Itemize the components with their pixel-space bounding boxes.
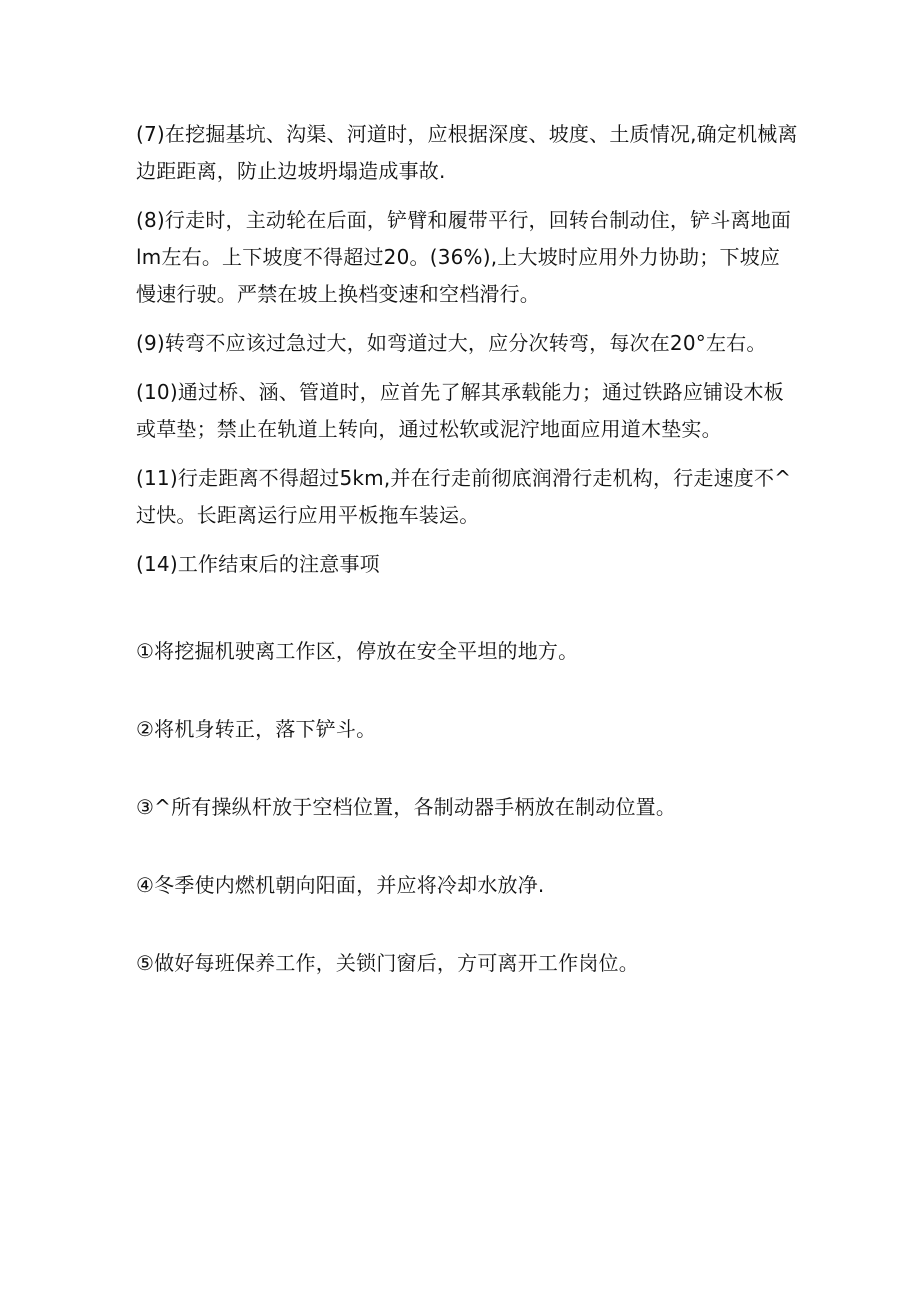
paragraph-11: [136, 460, 796, 534]
text-line: 慢速行驶。严禁在坡上换档变速和空档滑行。: [136, 282, 540, 306]
text-line: (10)通过桥、涵、管道时，应首先了解其承载能力；通过铁路应铺设木板: [136, 380, 784, 404]
text-line: 或草垫；禁止在轨道上转向，通过松软或泥泞地面应用道木垫实。: [136, 417, 722, 441]
text-line: (8)行走时，主动轮在后面，铲臂和履带平行，回转台制动住，铲斗离地面: [136, 208, 792, 232]
paragraph-7: [136, 116, 796, 190]
step-item-3: ③^所有操纵杆放于空档位置，各制动器手柄放在制动位置。: [136, 795, 677, 819]
step-item-2: ②将机身转正，落下铲斗。: [136, 717, 377, 741]
text-line: (9)转弯不应该过急过大，如弯道过大，应分次转弯，每次在20°左右。: [136, 331, 767, 355]
text-line: (11)行走距离不得超过5km,并在行走前彻底润滑行走机构，行走速度不^: [136, 466, 792, 490]
step-item-4: ④冬季使内燃机朝向阳面，并应将冷却水放净.: [136, 873, 545, 897]
paragraph-9: [136, 325, 796, 362]
paragraph-10: [136, 374, 796, 448]
text-line: lm左右。上下坡度不得超过20。(36%),上大坡时应用外力协助；下坡应: [136, 245, 781, 269]
step-item-1: ①将挖掘机驶离工作区，停放在安全平坦的地方。: [136, 639, 579, 663]
text-line: 边距距离，防止边坡坍塌造成事故.: [136, 159, 446, 183]
paragraph-8: [136, 202, 796, 313]
document-body: [136, 116, 796, 1025]
text-line: (7)在挖掘基坑、沟渠、河道时，应根据深度、坡度、土质情况,确定机械离: [136, 122, 798, 146]
text-line: 过快。长距离运行应用平板拖车装运。: [136, 503, 480, 527]
section-heading-14: (14)工作结束后的注意事项: [136, 552, 380, 576]
step-item-5: ⑤做好每班保养工作，关锁门窗后，方可离开工作岗位。: [136, 951, 639, 975]
